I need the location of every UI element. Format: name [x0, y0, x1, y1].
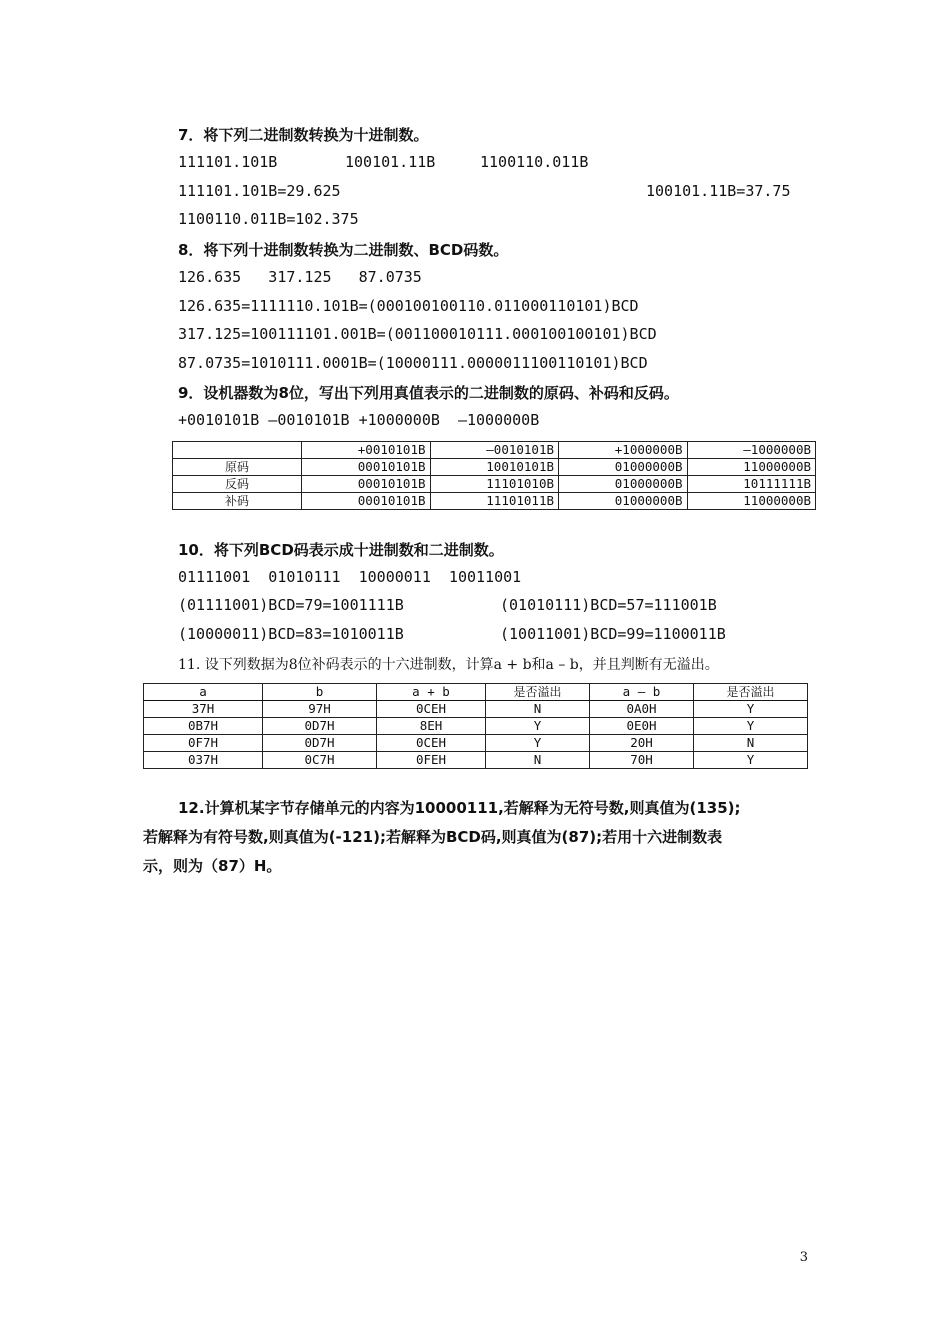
- q7-answer-1: 111101.101B=29.625: [178, 182, 341, 200]
- q8-inputs: 126.635 317.125 87.0735: [178, 268, 422, 286]
- table-cell: 00010101B: [302, 459, 431, 476]
- table-cell: 037H: [144, 752, 263, 769]
- table-cell: 11000000B: [687, 459, 816, 476]
- q11-header-a: a: [144, 684, 263, 701]
- q9-inputs: +0010101B –0010101B +1000000B –1000000B: [178, 411, 540, 429]
- table-cell: Y: [694, 718, 808, 735]
- table-cell: 37H: [144, 701, 263, 718]
- table-row: [173, 493, 816, 510]
- q10-answer-1: (01111001)BCD=79=1001111B: [178, 596, 404, 614]
- q11-overflow-table: [143, 683, 808, 769]
- table-cell: N: [694, 735, 808, 752]
- q11-header-diff: a – b: [590, 684, 694, 701]
- table-cell: 0D7H: [263, 735, 377, 752]
- q12-line-3: 示，则为（87）H。: [143, 857, 282, 875]
- q7-input-3: 1100110.011B: [480, 153, 589, 171]
- q11-title: 11. 设下列数据为8位补码表示的十六进制数，计算a + b和a – b，并且判断有无溢出。: [178, 657, 719, 673]
- table-cell: 0CEH: [377, 735, 486, 752]
- table-cell: 01000000B: [559, 493, 688, 510]
- table-cell: 00010101B: [302, 493, 431, 510]
- table-cell: 11101011B: [430, 493, 559, 510]
- row-label: 原码: [173, 459, 302, 476]
- q9-header-col-1: +0010101B: [302, 442, 431, 459]
- table-cell: 11000000B: [687, 493, 816, 510]
- q12-line-2: 若解释为有符号数,则真值为(-121);若解释为BCD码,则真值为(87);若用十六进制数表: [143, 828, 723, 846]
- page-number: 3: [799, 1250, 808, 1265]
- table-cell: 70H: [590, 752, 694, 769]
- q12-line-1: 12.计算机某字节存储单元的内容为10000111,若解释为无符号数,则真值为(135);: [178, 799, 741, 817]
- row-label: 反码: [173, 476, 302, 493]
- q10-answer-3: (10000011)BCD=83=1010011B: [178, 625, 404, 643]
- q7-answer-2: 100101.11B=37.75: [646, 182, 791, 200]
- table-cell: 8EH: [377, 718, 486, 735]
- table-cell: 10111111B: [687, 476, 816, 493]
- table-cell: 01000000B: [559, 476, 688, 493]
- table-cell: 0D7H: [263, 718, 377, 735]
- table-cell: Y: [486, 718, 590, 735]
- table-cell: Y: [486, 735, 590, 752]
- table-cell: N: [486, 701, 590, 718]
- q8-answer-3: 87.0735=1010111.0001B=(10000111.0000011100110101)BCD: [178, 354, 648, 372]
- table-cell: 10010101B: [430, 459, 559, 476]
- table-cell: 01000000B: [559, 459, 688, 476]
- q7-answer-3: 1100110.011B=102.375: [178, 210, 359, 228]
- q10-title: 10．将下列BCD码表示成十进制数和二进制数。: [178, 541, 504, 559]
- table-cell: 0B7H: [144, 718, 263, 735]
- table-cell: 00010101B: [302, 476, 431, 493]
- table-cell: 11101010B: [430, 476, 559, 493]
- q9-title: 9．设机器数为8位，写出下列用真值表示的二进制数的原码、补码和反码。: [178, 384, 679, 402]
- table-cell: 97H: [263, 701, 377, 718]
- q9-header-col-4: –1000000B: [687, 442, 816, 459]
- table-cell: Y: [694, 752, 808, 769]
- table-cell: 0A0H: [590, 701, 694, 718]
- table-row: [173, 476, 816, 493]
- table-cell: 20H: [590, 735, 694, 752]
- q7-input-2: 100101.11B: [345, 153, 436, 171]
- q7-input-1: 111101.101B: [178, 153, 278, 171]
- q7-title: 7．将下列二进制数转换为十进制数。: [178, 126, 429, 144]
- table-row: [144, 752, 808, 769]
- q11-header-b: b: [263, 684, 377, 701]
- table-row: [144, 718, 808, 735]
- table-row: [173, 459, 816, 476]
- q8-title: 8．将下列十进制数转换为二进制数、BCD码数。: [178, 241, 509, 259]
- row-label: 补码: [173, 493, 302, 510]
- q10-answer-4: (10011001)BCD=99=1100011B: [500, 625, 726, 643]
- q8-answer-1: 126.635=1111110.101B=(000100100110.011000110101)BCD: [178, 297, 639, 315]
- table-cell: Y: [694, 701, 808, 718]
- q9-header-col-3: +1000000B: [559, 442, 688, 459]
- table-row: [144, 735, 808, 752]
- table-cell: 0FEH: [377, 752, 486, 769]
- table-row: [144, 701, 808, 718]
- q8-answer-2: 317.125=100111101.001B=(001100010111.000100100101)BCD: [178, 325, 657, 343]
- table-cell: 0E0H: [590, 718, 694, 735]
- q11-header-overflow-1: 是否溢出: [486, 684, 590, 701]
- q10-inputs: 01111001 01010111 10000011 10011001: [178, 568, 522, 586]
- table-cell: 0CEH: [377, 701, 486, 718]
- q9-header-blank: [173, 442, 302, 459]
- q11-header-overflow-2: 是否溢出: [694, 684, 808, 701]
- table-cell: 0F7H: [144, 735, 263, 752]
- q9-code-table: [172, 441, 816, 510]
- q9-header-col-2: –0010101B: [430, 442, 559, 459]
- table-cell: N: [486, 752, 590, 769]
- table-cell: 0C7H: [263, 752, 377, 769]
- q10-answer-2: (01010111)BCD=57=111001B: [500, 596, 717, 614]
- q11-header-sum: a + b: [377, 684, 486, 701]
